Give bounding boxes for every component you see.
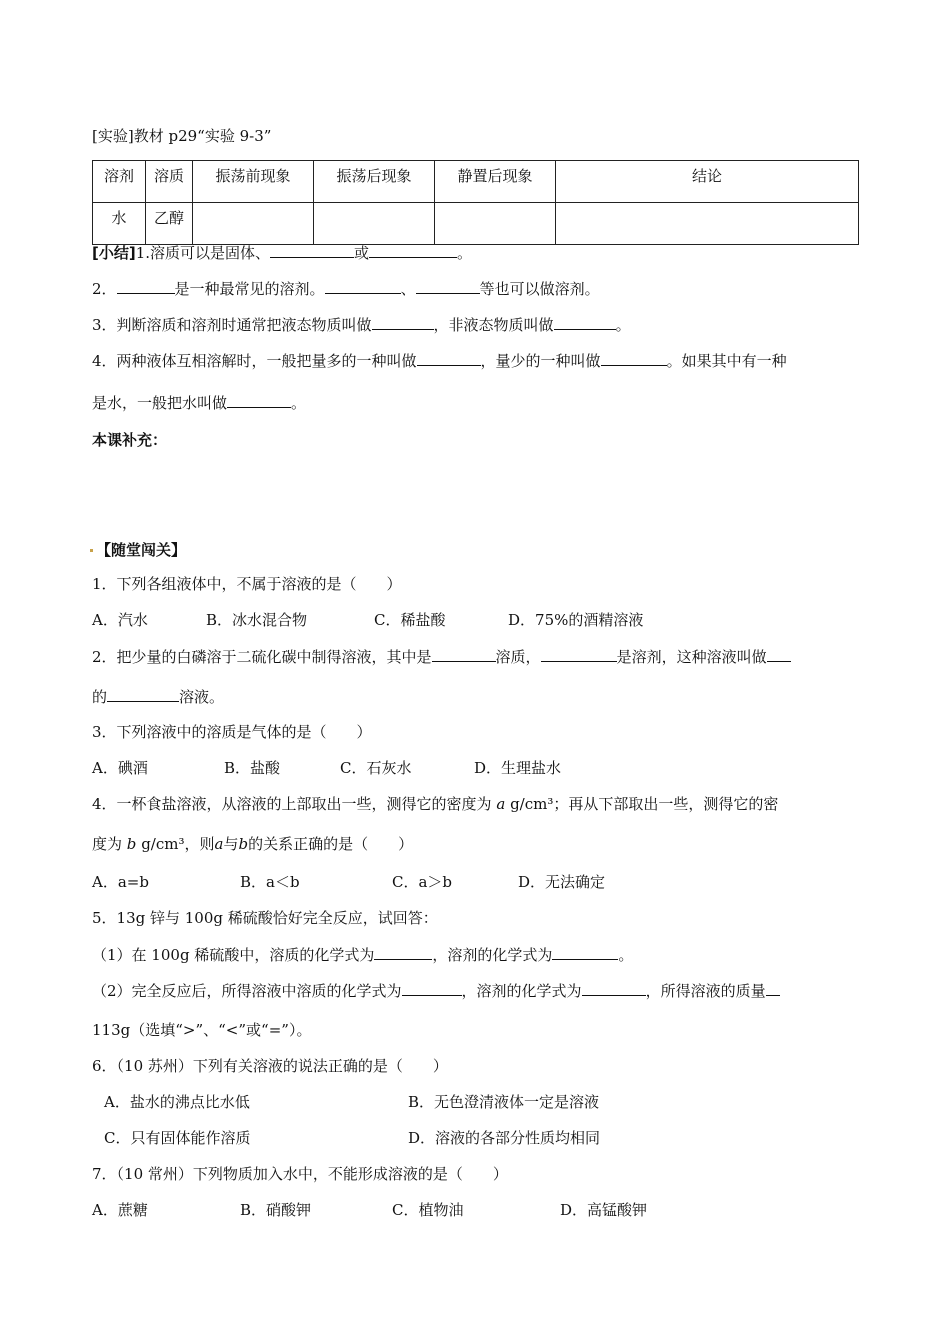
- q7-option-d[interactable]: D．高锰酸钾: [560, 1201, 648, 1219]
- q4-line-2: [92, 834, 413, 854]
- q1-option-a[interactable]: A．汽水: [92, 611, 148, 629]
- q4-var-a: a: [496, 795, 506, 813]
- q4-text: 与: [223, 835, 239, 853]
- q4-text: 4．一杯食盐溶液，从溶液的上部取出一些，测得它的密度为: [92, 795, 492, 813]
- q1-option-d[interactable]: D．75%的酒精溶液: [508, 611, 644, 629]
- q4-var-b: b: [126, 835, 137, 853]
- summary-text: 。: [457, 244, 473, 262]
- table-cell: [556, 203, 859, 245]
- q7-option-b[interactable]: B．硝酸钾: [240, 1201, 312, 1219]
- summary-text: 是一种最常见的溶剂。: [174, 280, 325, 298]
- fill-blank[interactable]: [432, 646, 496, 662]
- summary-text: 、: [400, 280, 416, 298]
- q4-option-d[interactable]: D．无法确定: [518, 873, 606, 891]
- summary-line-1: [92, 242, 472, 263]
- table-header-cell: 振荡后现象: [314, 161, 435, 203]
- fill-blank[interactable]: [554, 314, 616, 330]
- q5-stem: 5．13g 锌与 100g 稀硫酸恰好完全反应，试回答：: [92, 909, 438, 927]
- fill-blank[interactable]: [552, 944, 618, 960]
- q6-stem: 6．（10 苏州）下列有关溶液的说法正确的是（ ）: [92, 1057, 448, 1075]
- experiment-tag: [实验]: [92, 127, 134, 145]
- fill-blank[interactable]: [416, 278, 480, 294]
- summary-text: ，非液态物质叫做: [433, 316, 554, 334]
- fill-blank[interactable]: [369, 242, 457, 258]
- q7-stem: 7．（10 常州）下列物质加入水中，不能形成溶液的是（ ）: [92, 1165, 508, 1183]
- q1-option-c[interactable]: C．稀盐酸: [374, 611, 446, 629]
- q4-option-c[interactable]: C．a＞b: [392, 873, 453, 891]
- fill-blank[interactable]: [372, 314, 434, 330]
- q2-line-1: [92, 646, 791, 667]
- q5-part-2: [92, 980, 780, 1001]
- experiment-table: [92, 160, 859, 245]
- q2-text: 溶液。: [179, 688, 225, 706]
- q1-stem: 1．下列各组液体中，不属于溶液的是（ ）: [92, 575, 402, 593]
- q1-option-b[interactable]: B．冰水混合物: [206, 611, 308, 629]
- q6-option-d[interactable]: D．溶液的各部分性质均相同: [408, 1129, 601, 1147]
- q3-stem: 3．下列溶液中的溶质是气体的是（ ）: [92, 723, 372, 741]
- fill-blank[interactable]: [107, 686, 179, 702]
- fill-blank[interactable]: [582, 980, 646, 996]
- bullet-icon: [90, 549, 93, 552]
- fill-blank[interactable]: [325, 278, 401, 294]
- q2-text: 2．把少量的白磷溶于二硫化碳中制得溶液，其中是: [92, 648, 432, 666]
- experiment-heading: [92, 126, 271, 146]
- q6-option-c[interactable]: C．只有固体能作溶质: [104, 1129, 251, 1147]
- summary-text: 。: [615, 316, 631, 334]
- q4-option-a[interactable]: A．a=b: [92, 873, 149, 891]
- table-cell: [435, 203, 556, 245]
- q2-line-2: [92, 686, 224, 707]
- q2-text: 是溶剂，这种溶液叫做: [616, 648, 767, 666]
- fill-blank[interactable]: [270, 242, 354, 258]
- q4-var-b: b: [238, 835, 249, 853]
- summary-text: 。: [291, 394, 307, 412]
- summary-text: 等也可以做溶剂。: [479, 280, 600, 298]
- fill-blank[interactable]: [374, 944, 432, 960]
- summary-line-4b: [92, 392, 306, 413]
- q3-option-a[interactable]: A．碘酒: [92, 759, 148, 777]
- summary-text: 4．两种液体互相溶解时，一般把量多的一种叫做: [92, 352, 417, 370]
- q2-text: 溶质，: [495, 648, 541, 666]
- q5-text: ，溶剂的化学式为: [432, 946, 553, 964]
- supplement-heading: 本课补充：: [92, 431, 168, 449]
- summary-text: 。如果其中有一种: [666, 352, 787, 370]
- fill-blank[interactable]: [227, 392, 291, 408]
- q5-text: （1）在 100g 稀硫酸中，溶质的化学式为: [92, 946, 375, 964]
- table-cell: 乙醇: [146, 203, 193, 245]
- q4-text: 的关系正确的是（ ）: [248, 835, 414, 853]
- fill-blank[interactable]: [601, 350, 667, 366]
- q5-text: （2）完全反应后，所得溶液中溶质的化学式为: [92, 982, 402, 1000]
- section-title: [90, 540, 186, 560]
- q4-text: 度为: [92, 835, 123, 853]
- q6-option-a[interactable]: A．盐水的沸点比水低: [104, 1093, 250, 1111]
- q3-option-c[interactable]: C．石灰水: [340, 759, 412, 777]
- q5-text: ，所得溶液的质量: [645, 982, 766, 1000]
- table-header-row: [93, 161, 859, 203]
- q7-option-a[interactable]: A．蔗糖: [92, 1201, 148, 1219]
- summary-line-3: [92, 314, 631, 335]
- q2-text: 的: [92, 688, 108, 706]
- summary-text: 2．: [92, 280, 117, 298]
- table-header-cell: 静置后现象: [435, 161, 556, 203]
- fill-blank[interactable]: [117, 278, 175, 294]
- q6-option-b[interactable]: B．无色澄清液体一定是溶液: [408, 1093, 600, 1111]
- q4-option-b[interactable]: B．a＜b: [240, 873, 300, 891]
- table-row: [93, 203, 859, 245]
- q4-text: g/cm³，则: [141, 835, 215, 853]
- q5-part-2b: 113g（选填“>”、“<”或“=”）。: [92, 1021, 312, 1039]
- summary-text: ，量少的一种叫做: [480, 352, 601, 370]
- q3-option-b[interactable]: B．盐酸: [224, 759, 281, 777]
- summary-text: 是水，一般把水叫做: [92, 394, 228, 412]
- summary-text: 或: [354, 244, 370, 262]
- q5-text: 。: [618, 946, 634, 964]
- q7-option-c[interactable]: C．植物油: [392, 1201, 464, 1219]
- q4-text: g/cm³；再从下部取出一些，测得它的密: [510, 795, 779, 813]
- table-header-cell: 振荡前现象: [193, 161, 314, 203]
- q5-text: ，溶剂的化学式为: [461, 982, 582, 1000]
- fill-blank[interactable]: [766, 980, 780, 996]
- q3-option-d[interactable]: D．生理盐水: [474, 759, 562, 777]
- summary-tag: [小结]: [92, 244, 136, 262]
- section-title-text: 【随堂闯关】: [96, 541, 187, 559]
- q5-part-1: [92, 944, 633, 965]
- experiment-text: 教材 p29“实验 9-3”: [133, 127, 272, 145]
- fill-blank[interactable]: [417, 350, 481, 366]
- table-header-cell: 溶质: [146, 161, 193, 203]
- summary-text: 1.溶质可以是固体、: [135, 244, 271, 262]
- q4-line-1: [92, 794, 778, 814]
- table-cell: 水: [93, 203, 146, 245]
- q4-var-a: a: [214, 835, 224, 853]
- summary-line-2: [92, 278, 600, 299]
- fill-blank[interactable]: [402, 980, 462, 996]
- table-cell: [314, 203, 435, 245]
- fill-blank[interactable]: [541, 646, 617, 662]
- summary-text: 3．判断溶质和溶剂时通常把液态物质叫做: [92, 316, 372, 334]
- table-cell: [193, 203, 314, 245]
- summary-line-4: [92, 350, 787, 371]
- table-header-cell: 结论: [556, 161, 859, 203]
- table-header-cell: 溶剂: [93, 161, 146, 203]
- fill-blank[interactable]: [767, 646, 791, 662]
